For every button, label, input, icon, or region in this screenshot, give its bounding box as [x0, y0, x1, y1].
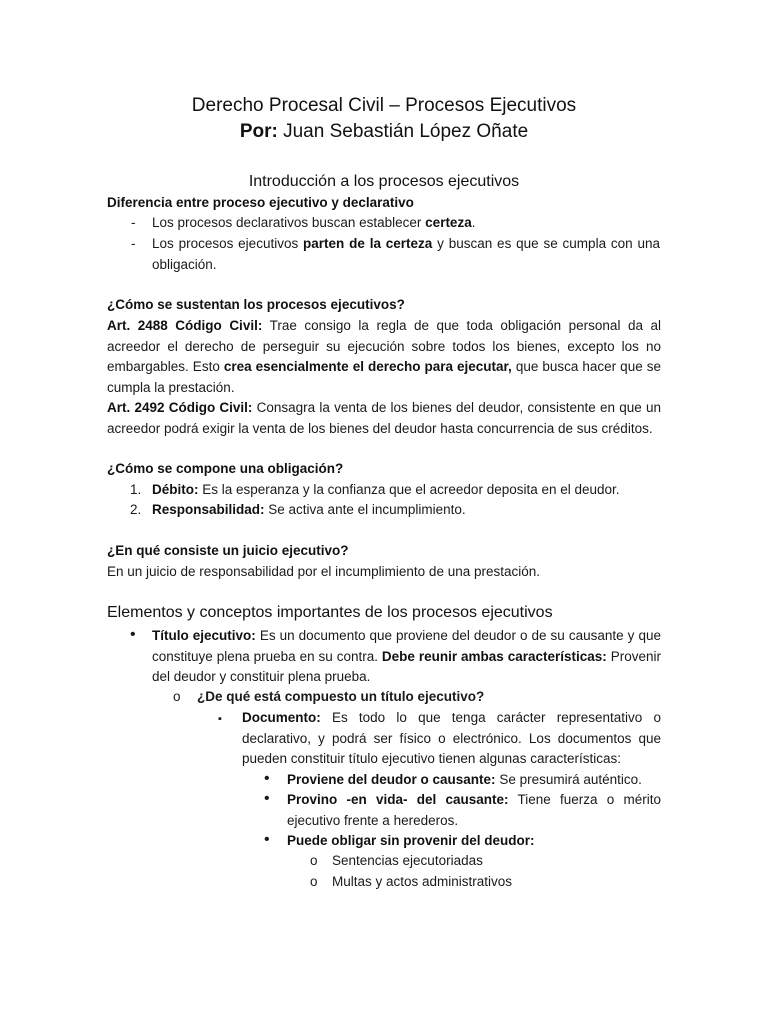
list-item-titulo: Título ejecutivo: Es un documento que proviene del deudor o de su causante y que constituye plena prueba en su contra. Debe reunir ambas características: Provenir del deudor y constituir plena prueba.	[152, 628, 661, 684]
list-item: Los procesos declarativos buscan establecer certeza.	[152, 215, 476, 230]
list-item: Responsabilidad: Se activa ante el incumplimiento.	[152, 502, 466, 517]
bullet-icon: •	[264, 770, 270, 787]
list-number: 2.	[130, 502, 142, 517]
subheading-obligacion: ¿Cómo se compone una obligación?	[107, 461, 344, 476]
list-item-compuesto: ¿De qué está compuesto un título ejecutivo?	[197, 689, 485, 704]
subheading-juicio: ¿En qué consiste un juicio ejecutivo?	[107, 543, 349, 558]
subheading-diferencia: Diferencia entre proceso ejecutivo y declarativo	[107, 195, 414, 210]
list-item-caracteristica: Puede obligar sin provenir del deudor:	[287, 833, 535, 848]
circle-bullet-icon: o	[173, 689, 181, 704]
author-name: Juan Sebastián López Oñate	[283, 121, 529, 142]
document-author	[0, 120, 768, 144]
section-heading-elementos: Elementos y conceptos importantes de los procesos ejecutivos	[107, 604, 553, 621]
subheading-sustento: ¿Cómo se sustentan los procesos ejecutivos?	[107, 297, 405, 312]
list-item-caracteristica: Proviene del deudor o causante: Se presumirá auténtico.	[287, 772, 642, 787]
bullet-icon: •	[264, 790, 270, 807]
bullet-icon: •	[264, 831, 270, 848]
list-item-caracteristica: Provino -en vida- del causante: Tiene fuerza o mérito ejecutivo frente a herederos.	[287, 792, 661, 828]
paragraph-juicio: En un juicio de responsabilidad por el incumplimiento de una prestación.	[107, 564, 541, 579]
list-number: 1.	[130, 482, 142, 497]
dash-marker: -	[131, 215, 136, 230]
list-item: Multas y actos administrativos	[332, 874, 513, 889]
section-heading-intro: Introducción a los procesos ejecutivos	[248, 173, 520, 190]
author-label: Por:	[239, 121, 278, 142]
list-item: Los procesos ejecutivos parten de la certeza y buscan es que se cumpla con una obligación.	[152, 236, 660, 272]
list-item: Sentencias ejecutoriadas	[332, 853, 483, 868]
circle-bullet-icon: o	[310, 853, 318, 868]
dash-marker: -	[131, 236, 136, 251]
square-bullet-icon: ▪	[218, 713, 222, 725]
circle-bullet-icon: o	[310, 874, 318, 889]
list-item: Débito: Es la esperanza y la confianza que el acreedor deposita en el deudor.	[152, 482, 620, 497]
list-item-documento: Documento: Es todo lo que tenga carácter representativo o declarativo, y podrá ser físico o electrónico. Los documentos que pueden constituir título ejecutivo tienen algunas características:	[242, 710, 661, 766]
paragraph-art-2492: Art. 2492 Código Civil: Consagra la venta de los bienes del deudor, consistente en que un acreedor podrá exigir la venta de los bienes del deudor hasta concurrencia de sus créditos.	[107, 400, 661, 436]
paragraph-art-2488: Art. 2488 Código Civil: Trae consigo la regla de que toda obligación personal da al acreedor el derecho de perseguir su ejecución sobre todos los bienes, excepto los no embargables. Esto crea esencialmente el derecho para ejecutar, que busca hacer que se cumpla la prestación.	[107, 318, 661, 395]
bullet-icon: •	[130, 626, 136, 643]
document-title: Derecho Procesal Civil – Procesos Ejecutivos	[191, 95, 577, 116]
